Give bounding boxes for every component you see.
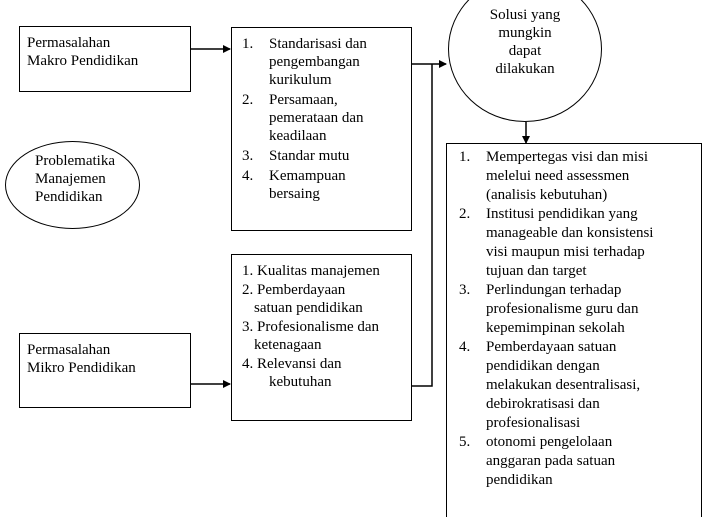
makro-item-2-line2: pemerataan dan xyxy=(269,110,364,126)
solusi-item-1-num: 1. xyxy=(459,149,471,165)
makro-item-4-num: 4. xyxy=(242,168,254,184)
solusi-item-3-line2: profesionalisme guru dan xyxy=(486,301,639,317)
solusi-item-5-line3: pendidikan xyxy=(486,472,553,488)
solusi-item-4-num: 4. xyxy=(459,339,471,355)
solusi-list xyxy=(446,143,702,517)
makro-item-3-num: 3. xyxy=(242,148,254,164)
solusi-line3: dapat xyxy=(508,43,542,59)
makro-item-4-line1: Kemampuan xyxy=(269,168,346,184)
makro-item-3-line1: Standar mutu xyxy=(269,148,350,164)
solusi-line4: dilakukan xyxy=(495,61,555,77)
problematika-line2: Manajemen xyxy=(35,171,106,187)
solusi-item-3-num: 3. xyxy=(459,282,471,298)
makro-item-1-line3: kurikulum xyxy=(269,72,332,88)
solusi-item-2-num: 2. xyxy=(459,206,471,222)
solusi-item-3-line3: kepemimpinan sekolah xyxy=(486,320,625,336)
solusi-item-4-line4: debirokratisasi dan xyxy=(486,396,600,412)
makro-item-2-line3: keadilaan xyxy=(269,128,327,144)
makro-problem-line1: Permasalahan xyxy=(27,35,111,51)
solusi-item-1-line1: Mempertegas visi dan misi xyxy=(486,149,649,165)
solusi-item-1-line2: melelui need assessmen xyxy=(486,168,630,184)
solusi-item-5-line2: anggaran pada satuan xyxy=(486,453,616,469)
solusi-item-5-line1: otonomi pengelolaan xyxy=(486,434,613,450)
mikro-item-3-line2: ketenagaan xyxy=(254,337,322,353)
mikro-problem-box xyxy=(19,333,191,408)
problematika-line1: Problematika xyxy=(35,153,115,169)
solusi-item-2-line2: manageable dan konsistensi xyxy=(486,225,654,241)
mikro-item-4-line1: 4. Relevansi dan xyxy=(242,356,342,372)
solusi-item-4-line3: melakukan desentralisasi, xyxy=(486,377,641,393)
mikro-problem-line1: Permasalahan xyxy=(27,342,111,358)
mikro-item-4-line2: kebutuhan xyxy=(269,374,332,390)
solusi-item-2-line4: tujuan dan target xyxy=(486,263,587,279)
makro-item-1-num: 1. xyxy=(242,36,254,52)
makro-item-4-line2: bersaing xyxy=(269,186,320,202)
solusi-item-2-line1: Institusi pendidikan yang xyxy=(486,206,638,222)
mikro-item-2-line2: satuan pendidikan xyxy=(254,300,363,316)
solusi-line1: Solusi yang xyxy=(489,7,561,23)
mikro-problem-line2: Mikro Pendidikan xyxy=(27,360,136,376)
solusi-item-5-num: 5. xyxy=(459,434,471,450)
solusi-item-4-line1: Pemberdayaan satuan xyxy=(486,339,617,355)
solusi-item-2-line3: visi maupun misi terhadap xyxy=(486,244,645,260)
mikro-item-3-line1: 3. Profesionalisme dan xyxy=(242,319,380,335)
makro-item-1-line1: Standarisasi dan xyxy=(269,36,367,52)
solusi-item-3-line1: Perlindungan terhadap xyxy=(486,282,622,298)
solusi-item-1-line3: (analisis kebutuhan) xyxy=(486,187,608,203)
makro-item-1-line2: pengembangan xyxy=(269,54,360,70)
connector-mikro-list-to-solusi xyxy=(411,64,432,386)
mikro-item-2-line1: 2. Pemberdayaan xyxy=(242,282,346,298)
mikro-item-1-line1: 1. Kualitas manajemen xyxy=(242,263,380,279)
mikro-issues-list xyxy=(231,254,412,421)
problematika-ellipse xyxy=(5,141,140,229)
makro-problem-line2: Makro Pendidikan xyxy=(27,53,139,69)
makro-issues-list xyxy=(231,27,412,231)
solusi-line2: mungkin xyxy=(498,25,552,41)
makro-item-2-line1: Persamaan, xyxy=(269,92,338,108)
makro-problem-box xyxy=(19,26,191,92)
solusi-item-4-line5: profesionalisasi xyxy=(486,415,581,431)
solusi-item-4-line2: pendidikan dengan xyxy=(486,358,600,374)
problematika-line3: Pendidikan xyxy=(35,189,103,205)
makro-item-2-num: 2. xyxy=(242,92,254,108)
